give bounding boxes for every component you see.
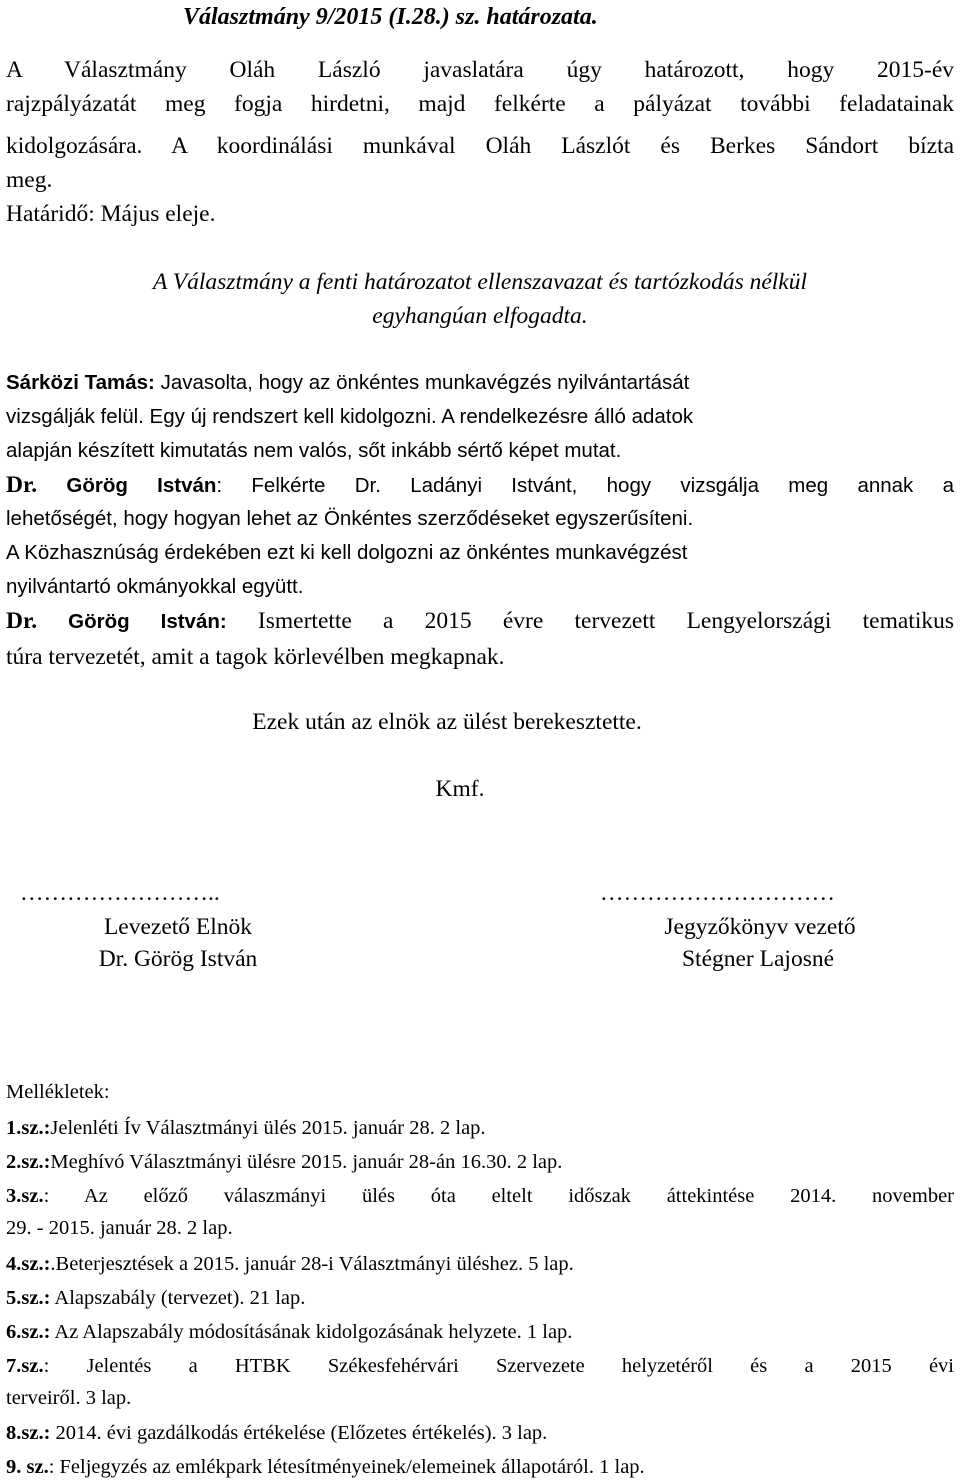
- deadline: Határidő: Május eleje.: [6, 201, 216, 227]
- attachment-number: 2.sz.:: [6, 1151, 51, 1173]
- attachment-item: [6, 1281, 305, 1315]
- document-title: Választmány 9/2015 (I.28.) sz. határozata.: [183, 4, 598, 30]
- attachment-text: Az Alapszabály módosításának kidolgozásának helyzete. 1 lap.: [50, 1321, 573, 1343]
- attachment-text: Meghívó Választmányi ülésre 2015. január 28-án 16.30. 2 lap.: [50, 1151, 563, 1173]
- left-signature-line: ……………………..: [20, 880, 220, 906]
- attachment-number: 8.sz.:: [6, 1422, 51, 1444]
- attachment-item: [6, 1145, 562, 1179]
- speaker-name: Görög István: [37, 474, 217, 497]
- speaker-title: Dr.: [6, 472, 38, 498]
- attachment-item: [6, 1111, 486, 1145]
- discussion-p1-line-3: alapján készített kimutatás nem valós, sőt inkább sértő képet mutat.: [6, 439, 622, 462]
- discussion-p2-line-1: [6, 468, 954, 503]
- attachment-text: : Feljegyzés az emlékpark létesítményeinek/elemeinek állapotáról. 1 lap.: [48, 1456, 645, 1478]
- attachment-item: [6, 1179, 954, 1213]
- speaker-title: Dr.: [6, 608, 38, 634]
- discussion-p2-line-2: lehetőségét, hogy hogyan lehet az Önkéntes szerződéseket egyszerűsíteni.: [6, 507, 694, 530]
- attachment-text: terveiről. 3 lap.: [6, 1387, 132, 1409]
- resolution-line-3: kidolgozására. A koordinálási munkával Oláh Lászlót és Berkes Sándort bízta: [6, 133, 954, 159]
- discussion-p3-line-2: túra tervezetét, amit a tagok körlevélben megkapnak.: [6, 644, 505, 670]
- discussion-p1-line-2: vizsgálják felül. Egy új rendszert kell kidolgozni. A rendelkezésre álló adatok: [6, 405, 694, 428]
- discussion-text: Ismertette a 2015 évre tervezett Lengyelországi tematikus: [226, 608, 954, 634]
- discussion-p3-line-1: [6, 604, 954, 639]
- kmf: Kmf.: [435, 776, 485, 802]
- speaker-name: Görög István:: [37, 610, 227, 633]
- right-signature-name: Stégner Lajosné: [681, 946, 835, 972]
- attachment-item: [6, 1247, 574, 1281]
- attachment-number: 7.sz.: [6, 1355, 44, 1377]
- discussion-p1-line-1: [6, 366, 689, 400]
- attachment-item: [6, 1416, 547, 1450]
- resolution-line-2: rajzpályázatát meg fogja hirdetni, majd felkérte a pályázat további feladatainak: [6, 91, 954, 117]
- attachment-item: [6, 1381, 131, 1415]
- right-signature-role: Jegyzőkönyv vezető: [664, 914, 856, 940]
- attachment-number: 4.sz.:: [6, 1253, 51, 1275]
- vote-result-line-1: A Választmány a fenti határozatot ellenszavazat és tartózkodás nélkül: [152, 269, 808, 295]
- discussion-p2-line-4: nyilvántartó okmányokkal együtt.: [6, 575, 304, 598]
- resolution-line-1: A Választmány Oláh László javaslatára úgy határozott, hogy 2015-év: [6, 57, 954, 83]
- attachment-text: 29. - 2015. január 28. 2 lap.: [6, 1217, 233, 1239]
- attachment-text: Jelenléti Ív Választmányi ülés 2015. január 28. 2 lap.: [50, 1117, 486, 1139]
- attachment-text: : Az előző válaszmányi ülés óta eltelt időszak áttekintése 2014. november: [43, 1185, 954, 1207]
- attachment-text: 2014. évi gazdálkodás értékelése (Előzetes értékelés). 3 lap.: [50, 1422, 548, 1444]
- resolution-line-4: meg.: [6, 167, 53, 193]
- attachment-item: [6, 1349, 954, 1383]
- attachment-number: 1.sz.:: [6, 1117, 51, 1139]
- speaker-name: Sárközi Tamás:: [6, 371, 155, 394]
- attachment-item: [6, 1211, 233, 1245]
- attachment-item: [6, 1450, 645, 1484]
- attachments-heading: Mellékletek:: [6, 1081, 110, 1103]
- attachment-number: 3.sz.: [6, 1185, 44, 1207]
- discussion-p2-line-3: A Közhasznúság érdekében ezt ki kell dolgozni az önkéntes munkavégzést: [6, 541, 688, 564]
- attachment-number: 6.sz.:: [6, 1321, 51, 1343]
- attachment-text: .Beterjesztések a 2015. január 28-i Választmányi üléshez. 5 lap.: [50, 1253, 574, 1275]
- attachment-number: 5.sz.:: [6, 1287, 51, 1309]
- right-signature-line: …………………………: [600, 880, 835, 906]
- attachment-text: : Jelentés a HTBK Székesfehérvári Szervezete helyzetéről és a 2015 évi: [43, 1355, 954, 1377]
- closing-statement: Ezek után az elnök az ülést berekesztette.: [252, 709, 642, 735]
- discussion-text: : Felkérte Dr. Ladányi Istvánt, hogy vizsgálja meg annak a: [216, 474, 954, 497]
- attachment-number: 9. sz.: [6, 1456, 49, 1478]
- left-signature-name: Dr. Görög István: [98, 946, 258, 972]
- discussion-text: Javasolta, hogy az önkéntes munkavégzés nyilvántartását: [154, 371, 690, 394]
- attachment-item: [6, 1315, 572, 1349]
- vote-result-line-2: egyhangúan elfogadta.: [372, 303, 588, 329]
- attachment-text: Alapszabály (tervezet). 21 lap.: [50, 1287, 306, 1309]
- left-signature-role: Levezető Elnök: [103, 914, 253, 940]
